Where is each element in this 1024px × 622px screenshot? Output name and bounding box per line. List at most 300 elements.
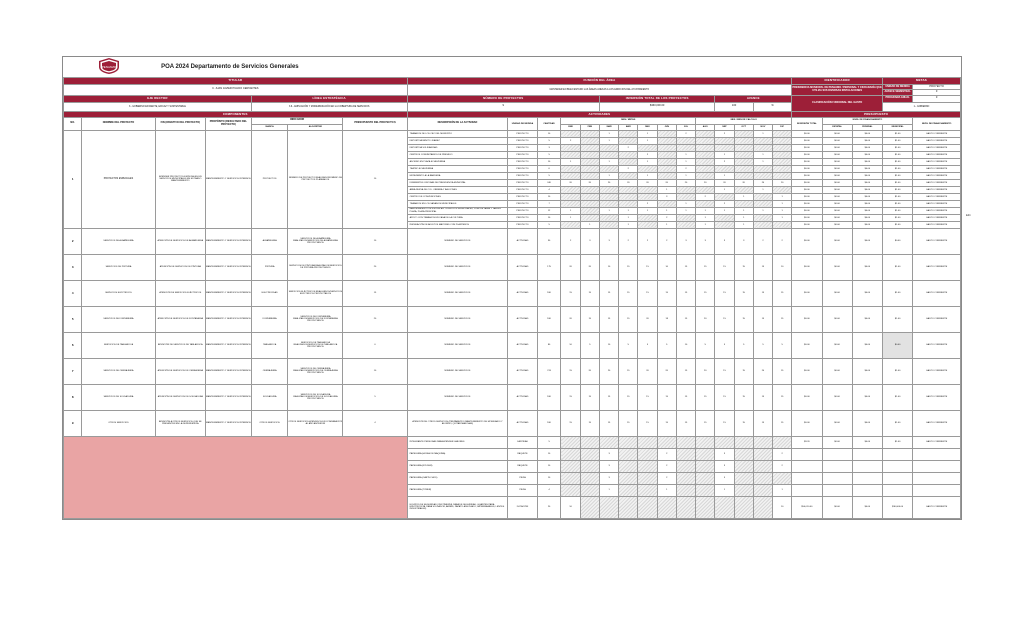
col-month-nov: NOV [753,124,772,130]
activity-month-dic: 1 [773,200,792,207]
pink-month-dic: 1 [773,484,792,496]
activity-month-jul: 20 [676,179,695,186]
row-no: 6 [64,332,82,358]
project-indicador: PROYECTOS [251,130,288,228]
pink-month-sep [715,496,734,518]
pink-municipal: $1.00 [882,436,912,448]
activity-month-sep [715,137,734,144]
activity-month-dic [773,137,792,144]
activity-desc: CENTROS COMUNITARIOS DE PRESIDIO [407,151,508,158]
row-month-mar: 15 [599,280,618,306]
row-month-jun: 15 [657,280,676,306]
activity-um: PROYECTO [508,179,537,186]
activity-month-nov: 20 [753,179,772,186]
pink-municipal [882,484,912,496]
activity-month-oct [734,158,753,165]
row-algoritmo: SERVICIOS ELÉCTRICOS REALIZADOS/SERVICIOS ELÉCTRICOS PROYECTADOS [288,280,343,306]
row-fin: ATENCIÓN DE SERVICIOS ELÉCTRICOS [155,280,205,306]
row-name: SERVICIOS DE FONTANERÍA [82,306,155,332]
pink-month-jul [676,448,695,460]
row-month-abr: 15 [619,358,638,384]
activity-month-oct [734,165,753,172]
row-month-abr: 15 [619,306,638,332]
activity-inversion: $0.00 [792,214,822,221]
activity-month-nov [753,221,772,228]
row-fin: ATENCIÓN DE SERVICIOS DE ALBAÑILERÍA [155,228,205,254]
pink-month-dic: 10 [773,496,792,518]
pink-month-ene [561,448,580,460]
activity-month-jun [657,158,676,165]
row-um: ACTIVIDAD [508,228,537,254]
activity-month-may [638,193,657,200]
row-month-ago: 15 [696,254,715,280]
activity-federal: $0.00 [852,165,882,172]
avance-semestral-value: 0 [913,90,961,96]
pink-um: PIEZA [508,472,537,484]
row-month-nov: 2 [753,228,772,254]
activity-month-ago [696,165,715,172]
activity-month-dic: 1 [773,207,792,214]
activity-month-oct: 20 [734,179,753,186]
row-proposito: MANTENIMIENTO Y SERVICIOS INTERNOS [206,384,252,410]
pink-month-oct [734,460,753,472]
row-algoritmo: SERVICIOS DE SOLDADURA REALIZADOS/SERVICIOS DE SOLDADURA PROYECTADOS [288,384,343,410]
row-federal: $0.00 [852,358,882,384]
activity-inversion: $0.00 [792,193,822,200]
pink-inversion [792,448,822,460]
col-inversion-total: INVERSIÓN TOTAL [792,117,822,130]
pink-month-sep: 5 [715,472,734,484]
table-row [64,358,961,384]
poa-sheet [62,56,962,520]
activity-month-ago [696,200,715,207]
row-month-jun: 20 [657,358,676,384]
activity-month-ago: 1 [696,207,715,214]
row-cantidad: 180 [537,306,561,332]
row-month-feb: 5 [580,332,599,358]
activity-month-jul: 1 [676,207,695,214]
col-month-sep: SEP [715,124,734,130]
col-nombre-proyecto: NOMBRE DEL PROYECTO [82,117,155,130]
activity-month-ene [561,144,580,151]
activity-municipal: $1.00 [882,151,912,158]
activity-month-abr [619,186,638,193]
pink-estatal [822,460,852,472]
activity-federal: $0.00 [852,137,882,144]
funcion-header: FUNCIÓN DEL ÁREA [407,77,792,84]
activity-financiamiento: GASTO CORRIENTE [913,214,961,221]
pink-month-ene [561,460,580,472]
row-algoritmo: SERVICIOS DE TABLAROCA REALIZADOS/SERVICIOS DE TABLAROCA PROYECTADOS [288,332,343,358]
pink-federal [852,472,882,484]
row-month-may: 15 [638,254,657,280]
activity-month-mar [599,186,618,193]
activity-cantidad: 10 [537,130,561,137]
row-month-ene: 2 [561,228,580,254]
activity-cantidad: 4 [537,186,561,193]
activity-month-mar [599,221,618,228]
pink-financiamiento: GASTO CORRIENTE [913,496,961,518]
pink-month-ago [696,460,715,472]
row-month-jul: 15 [676,358,695,384]
activity-municipal: $1.00 [882,207,912,214]
row-month-dic: 15 [773,358,792,384]
activity-desc: DEPORTIVA BENITO JUÁREZ [407,137,508,144]
row-month-ago: 20 [696,306,715,332]
pink-month-jun: 2 [657,472,676,484]
row-inversion: $0.00 [792,332,822,358]
row-indicador: TABLAROCA [251,332,288,358]
pink-month-dic [773,436,792,448]
activity-month-sep [715,214,734,221]
activity-month-jul: 1 [676,151,695,158]
pink-desc: EQUIPOS DE SEGURIDAD (VESTIMENTA, PARA DE SEGURIDAD, GUANTES PARA ELECTRICISTA, PARA SOLDADOR, ARNÉS, ZAPATO ADECUADO, IMPERMEABLES, LENTES INDUSTRIALES) [407,496,508,518]
activity-month-ene [561,193,580,200]
pink-month-nov [753,472,772,484]
pink-month-ago [696,484,715,496]
row-presupuesto: 10 [343,358,407,384]
row-month-oct: 5 [734,332,753,358]
row-estatal: $0.00 [822,254,852,280]
activity-month-dic: 1 [773,193,792,200]
activity-month-dic: 20 [773,179,792,186]
activity-month-ago [696,130,715,137]
pink-month-may [638,436,657,448]
activity-financiamiento: GASTO CORRIENTE [913,158,961,165]
row-financiamiento: GASTO CORRIENTE [913,280,961,306]
activity-month-ene: 2 [561,137,580,144]
row-algoritmo: SERVICIOS DE PINTURA REALIZADOS/SERVICIOS DE PINTURA PROYECTADOS [288,254,343,280]
col-algoritmo: ALGORITMO [288,124,343,130]
inversion-total-value: $360,000.00 [599,102,714,111]
row-month-feb: 20 [580,254,599,280]
activity-financiamiento: GASTO CORRIENTE [913,172,961,179]
pink-financiamiento [913,484,961,496]
row-um: ACTIVIDAD [508,332,537,358]
row-federal: $0.00 [852,280,882,306]
row-month-ene: 15 [561,280,580,306]
activity-month-ene: 1 [561,214,580,221]
pink-month-mar: 1 [599,484,618,496]
activity-desc: MONUMENTO A LA BANDERA [407,172,508,179]
activity-um: PROYECTO [508,186,537,193]
row-name: SERVICIOS DE ALBAÑILERÍA [82,228,155,254]
row-month-may: 20 [638,358,657,384]
pink-cantidad: 5 [537,436,561,448]
pink-month-dic [773,472,792,484]
activity-month-ene [561,165,580,172]
row-month-jun: 18 [657,306,676,332]
activity-estatal: $0.00 [822,179,852,186]
pink-month-ago [696,496,715,518]
activity-month-nov [753,172,772,179]
row-indicador: SOLDADURA [251,384,288,410]
activity-month-feb [580,137,599,144]
activity-month-nov: 1 [753,207,772,214]
activity-um: PROYECTO [508,193,537,200]
activity-month-jul [676,193,695,200]
activity-um: PROYECTO [508,165,537,172]
activity-month-may [638,221,657,228]
activity-month-jun [657,200,676,207]
row-month-ago: 15 [696,280,715,306]
activity-month-oct [734,151,753,158]
row-month-sep: 3 [715,228,734,254]
pink-inversion [792,472,822,484]
avance-semestral-header: AVANCE SEMESTRAL [882,90,912,96]
row-month-dic: 15 [773,306,792,332]
pink-month-mar: 3 [599,472,618,484]
activity-month-ene [561,151,580,158]
col-month-jul: JUL [676,124,695,130]
activity-inversion: $0.00 [792,130,822,137]
activity-month-dic [773,144,792,151]
activity-month-may [638,165,657,172]
row-estatal: $0.00 [822,384,852,410]
activity-month-feb [580,130,599,137]
activity-month-abr: 20 [619,179,638,186]
col-marca: MARCA [251,124,288,130]
activity-month-feb [580,207,599,214]
activity-um: PROYECTO [508,151,537,158]
unidad-medida-header: UNIDAD DE MEDIDA [882,84,912,90]
activity-um: PROYECTO [508,130,537,137]
avance-pct: % [753,102,791,111]
row-um: ACTIVIDAD [508,280,537,306]
activity-desc: DEPORTIVA SOLIDARIDAD [407,144,508,151]
activity-estatal: $0.00 [822,158,852,165]
activity-month-sep: 1 [715,172,734,179]
activity-month-feb [580,214,599,221]
row-inversion: $0.00 [792,358,822,384]
row-no: 3 [64,254,82,280]
row-month-sep: 15 [715,280,734,306]
activity-month-ago [696,144,715,151]
activity-month-jul: 1 [676,172,695,179]
table-row [64,130,961,137]
row-presupuesto: 0 [343,332,407,358]
activity-month-feb [580,151,599,158]
activity-month-feb [580,172,599,179]
activity-federal: $0.00 [852,172,882,179]
activity-cantidad: 3 [537,144,561,151]
row-month-ago: 20 [696,358,715,384]
titular-header: TITULAR [64,77,408,84]
linea-estrategica-value: 3.6.- AMPLIACIÓN Y MODERNIZACIÓN EN LA COBERTURA DE SERVICIOS [251,102,407,111]
row-month-nov: 15 [753,280,772,306]
row-fin: ATENCIÓN DE SERVICIOS DE FONTANERÍA [155,306,205,332]
pink-month-mar: 3 [599,460,618,472]
pink-desc: PAPELERÍA (CARTUCHOS) [407,472,508,484]
row-month-abr: 15 [619,384,638,410]
activity-um: PROYECTO [508,158,537,165]
activity-month-mar: 1 [599,158,618,165]
col-unidad-medida: UNIDAD DE MEDIDA [508,117,537,130]
activity-month-oct: 1 [734,221,753,228]
pink-month-ene [561,484,580,496]
project-fin: ATENDER PROYECTOS ESPECIALES EN SERVICIOS MUNICIPALES EN ESTRADO MANTENIMIENTO [155,130,205,228]
programa-anual-value: 0 [913,95,961,102]
pink-cantidad: 10 [537,472,561,484]
side-note: Edit [966,214,971,217]
row-municipal: $1.00 [882,280,912,306]
row-proposito: MANTENIMIENTO Y SERVICIOS INTERNOS [206,306,252,332]
row-algoritmo: SERVICIOS DE FONTANERÍA REALIZADOS/SERVICIOS DE FONTANERÍA PROYECTADOS [288,306,343,332]
row-cantidad: 180 [537,384,561,410]
row-proposito: MANTENIMIENTO Y SERVICIOS INTERNOS [206,410,252,436]
activity-financiamiento: GASTO CORRIENTE [913,144,961,151]
pink-month-abr [619,472,638,484]
row-federal: $0.00 [852,306,882,332]
row-month-jun: 15 [657,410,676,436]
row-name: SERVICIOS DE TABLAROCA [82,332,155,358]
pink-month-jun: 1 [657,484,676,496]
pink-month-ene [561,472,580,484]
pink-block [64,436,408,518]
row-estatal: $0.00 [822,280,852,306]
unidad-medida-value: PROYECTO [913,84,961,90]
activity-month-feb [580,144,599,151]
row-month-feb: 15 [580,384,599,410]
activity-cantidad: 5 [537,172,561,179]
row-indicador: ELECTRICIDAD [251,280,288,306]
activity-cantidad: 5 [537,151,561,158]
row-month-nov: 15 [753,306,772,332]
activity-desc: TRABAJOS DE LOS CEC DEL MUNICIPIO [407,130,508,137]
activity-month-oct: 1 [734,207,753,214]
row-month-may: 15 [638,384,657,410]
activity-financiamiento: GASTO CORRIENTE [913,137,961,144]
activity-financiamiento: GASTO CORRIENTE [913,130,961,137]
row-financiamiento: GASTO CORRIENTE [913,384,961,410]
pink-month-oct [734,436,753,448]
funcion-value: MANTENER EN BUEN ESTADO LAS ÁREAS ANEXAS A LOS EDIFICIOS DEL AYUNTAMIENTO [407,84,792,95]
pink-federal: $0.00 [852,436,882,448]
activity-month-may: 2 [638,200,657,207]
activity-financiamiento: GASTO CORRIENTE [913,193,961,200]
row-no: 8 [64,384,82,410]
pink-desc: PAPELERÍA (FÓLDER) [407,460,508,472]
linea-estrategica-header: LÍNEA ESTRATÉGICA [251,95,407,102]
row-inversion: $0.00 [792,384,822,410]
activity-month-abr [619,151,638,158]
pink-inversion: $50,010.40 [792,496,822,518]
col-month-jun: JUN [657,124,676,130]
activity-month-dic [773,151,792,158]
activity-um: PROYECTO [508,137,537,144]
row-month-nov: 20 [753,358,772,384]
activity-month-dic [773,172,792,179]
row-month-feb: 15 [580,410,599,436]
col-no: NO. [64,117,82,130]
row-presupuesto: 4 [343,410,407,436]
col-month-dic: DIC [773,124,792,130]
avance-value: 100 [715,102,753,111]
row-month-jul: 3 [676,228,695,254]
activity-inversion: $0.00 [792,179,822,186]
row-month-mar: 15 [599,384,618,410]
activity-month-dic [773,165,792,172]
pink-desc: PAPELERÍA (HOJAS DE MÁQUINA) [407,448,508,460]
row-month-dic: 15 [773,384,792,410]
row-indicador: CERRAJERÍA [251,358,288,384]
clasificacion-value: 1.- GOBIERNO [882,102,960,111]
activity-month-abr: 2 [619,165,638,172]
activity-estatal: $0.00 [822,221,852,228]
table-row [64,384,961,410]
activity-cantidad: 240 [537,179,561,186]
row-estatal: $0.00 [822,228,852,254]
pink-estatal: $0.00 [822,436,852,448]
activity-month-jul [676,137,695,144]
pink-municipal [882,460,912,472]
row-presupuesto: 10 [343,228,407,254]
row-inversion: $0.00 [792,254,822,280]
activity-month-jun [657,165,676,172]
row-month-abr: 2 [619,228,638,254]
activity-municipal: $1.00 [882,172,912,179]
row-municipal: $1.00 [882,306,912,332]
row-proposito: MANTENIMIENTO Y SERVICIOS INTERNOS [206,332,252,358]
pink-inversion [792,484,822,496]
activity-municipal: $1.00 [882,144,912,151]
row-month-oct: 15 [734,384,753,410]
activity-estatal: $0.00 [822,137,852,144]
activity-municipal: $1.00 [882,214,912,221]
presupuesto-header: PRESUPUESTO [792,111,961,117]
activity-month-abr: 1 [619,214,638,221]
pink-month-nov [753,436,772,448]
row-month-jul: 15 [676,384,695,410]
row-cantidad: 175 [537,254,561,280]
activity-month-mar: 1 [599,130,618,137]
activity-municipal: $1.00 [882,193,912,200]
row-month-jul: 15 [676,280,695,306]
row-month-dic: 2 [773,228,792,254]
row-algoritmo: SERVICIOS DE ALBAÑILERÍA REALIZADOS/SERVICIOS DE ALBAÑILERÍA PROYECTADOS [288,228,343,254]
activity-month-may: 1 [638,207,657,214]
activity-um: PROYECTO [508,221,537,228]
activity-month-sep [715,193,734,200]
activity-estatal: $0.00 [822,214,852,221]
col-nivel-financiamiento: NIVEL DE FINANCIAMIENTO [822,117,913,124]
pink-municipal [882,472,912,484]
identificador-value: PRESIDENCIA MUNICIPAL DE PENJAMO / PERSONAL Y CIUDADANÍA QUE UTILIZA SUS DIVERSAS INSTALACIONES [792,84,883,95]
row-federal: $0.00 [852,332,882,358]
table-row [64,280,961,306]
row-cantidad: 30 [537,228,561,254]
row-no: 2 [64,228,82,254]
row-estatal: $0.00 [822,306,852,332]
activity-federal: $0.00 [852,214,882,221]
activity-month-jul: 2 [676,165,695,172]
activity-federal: $0.00 [852,151,882,158]
project-no: 1 [64,130,82,228]
table-row [64,306,961,332]
col-month-mar: MAR [599,124,618,130]
row-month-abr: 15 [619,254,638,280]
activity-desc: TRABAJOS EN LOS SANANOS MUNICIPALES [407,200,508,207]
activity-month-ago: 20 [696,179,715,186]
activity-estatal: $0.00 [822,165,852,172]
row-inversion: $0.00 [792,306,822,332]
activity-month-abr [619,158,638,165]
table-row [64,436,961,448]
row-month-abr: 15 [619,280,638,306]
activity-month-oct [734,130,753,137]
row-name: SERVICIOS DE CERRAJERÍA [82,358,155,384]
row-month-may: 2 [638,228,657,254]
